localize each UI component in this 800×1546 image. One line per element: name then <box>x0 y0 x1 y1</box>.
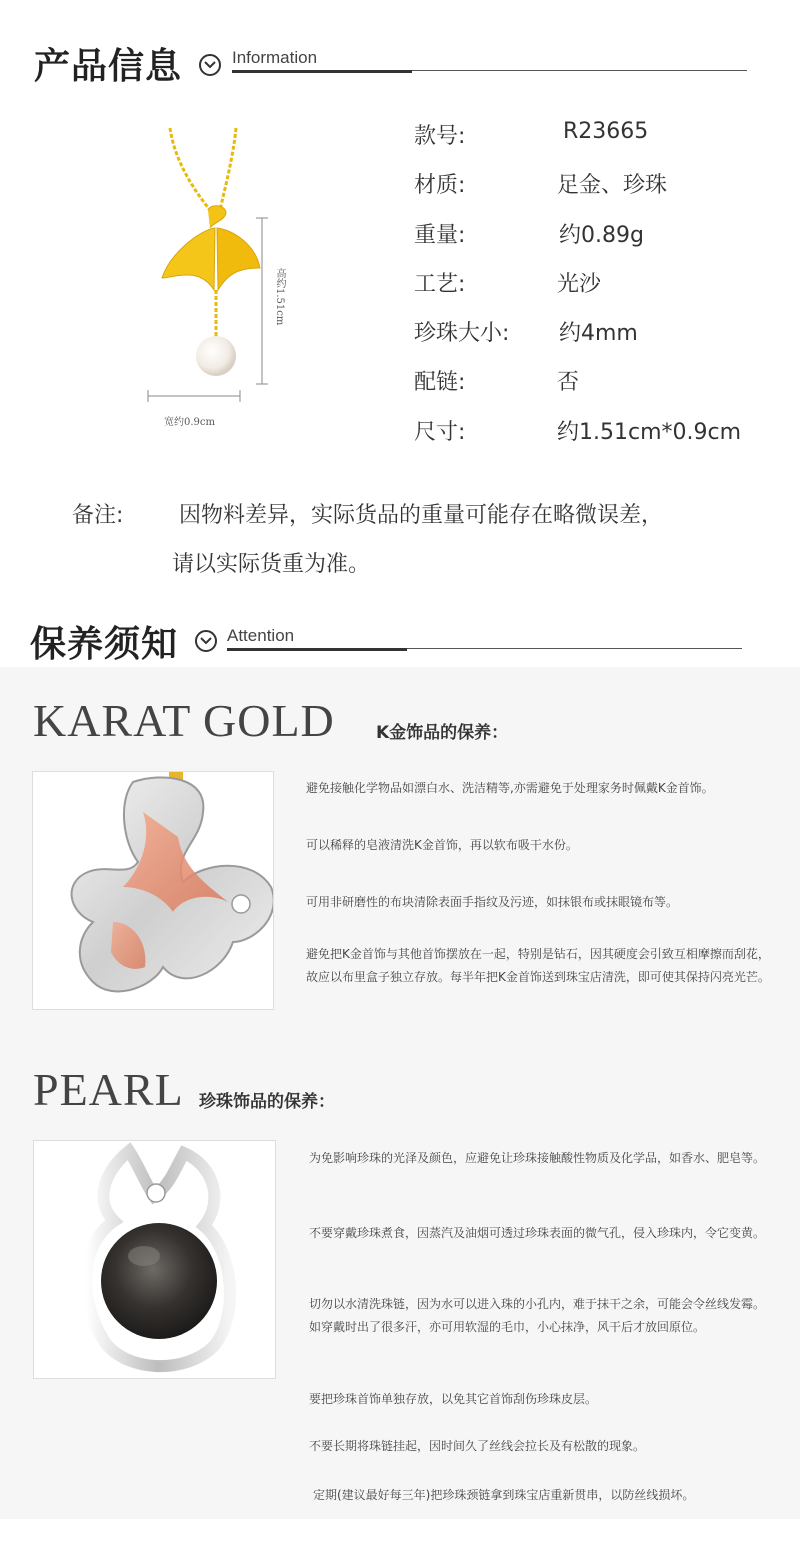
spec-value: 约0.89g <box>559 223 644 248</box>
care-section-title: 保养须知 <box>30 624 179 665</box>
pearl-care-paragraph: 为免影响珍珠的光泽及颜色，应避免让珍珠接触酸性物质及化学品，如香水、肥皂等。 <box>309 1151 766 1165</box>
care-divider-accent <box>227 648 407 651</box>
spec-value: 光沙 <box>557 272 602 297</box>
spec-label: 工艺: <box>414 272 466 297</box>
spec-label: 重量: <box>414 223 466 248</box>
pearl-care-paragraph: 不要穿戴珍珠煮食，因蒸汽及油烟可透过珍珠表面的微气孔，侵入珍珠内，令它变黄。 <box>309 1226 766 1240</box>
note-label: 备注: <box>72 503 124 528</box>
product-image <box>140 118 300 438</box>
spec-value: R23665 <box>563 119 649 144</box>
karat-gold-image <box>32 771 274 1010</box>
spec-value: 足金、珍珠 <box>557 173 668 198</box>
karat-care-paragraph: 避免接触化学物品如漂白水、洗洁精等,亦需避免于处理家务时佩戴K金首饰。 <box>306 781 714 795</box>
chevron-down-icon <box>195 630 217 652</box>
karat-care-paragraph: 避免把K金首饰与其他首饰摆放在一起，特别是钻石，因其硬度会引致互相摩擦而刮花，故应以布里盒子独立存放。每半年把K金首饰送到珠宝店清洗，即可使其保持闪亮光芒。 <box>306 947 770 984</box>
spec-value: 否 <box>557 370 580 395</box>
pearl-image <box>33 1140 276 1379</box>
spec-value: 约4mm <box>559 321 638 346</box>
spec-label: 配链: <box>414 370 466 395</box>
karat-care-paragraph: 可以稀释的皂液清洗K金首饰，再以软布吸干水份。 <box>306 838 578 852</box>
karat-title-cn: K金饰品的保养： <box>376 723 509 743</box>
note-line-2: 请以实际货重为准。 <box>172 552 371 577</box>
note-line-1: 因物料差异，实际货品的重量可能存在略微误差， <box>179 503 664 528</box>
pearl-care-paragraph: 要把珍珠首饰单独存放，以免其它首饰刮伤珍珠皮层。 <box>309 1392 598 1406</box>
pearl-care-paragraph: 切勿以水清洗珠链，因为水可以进入珠的小孔内，难于抹干之余，可能会令丝线发霉。如穿戴时出了很多汗，亦可用软湿的毛巾，小心抹净，风干后才放回原位。 <box>309 1297 766 1334</box>
spec-label: 尺寸: <box>414 420 466 445</box>
spec-value: 约1.51cm*0.9cm <box>557 420 742 445</box>
info-section-title: 产品信息 <box>34 46 183 87</box>
spec-label: 珍珠大小: <box>414 321 510 346</box>
spec-label: 材质: <box>414 173 466 198</box>
height-label: 高约1.51cm <box>274 268 285 326</box>
care-section-subtitle: Attention <box>227 626 295 645</box>
pearl-title-cn: 珍珠饰品的保养： <box>199 1092 335 1112</box>
karat-care-paragraph: 可用非研磨性的布块清除表面手指纹及污迹，如抹银布或抹眼镜布等。 <box>306 895 679 909</box>
karat-title-en: KARAT GOLD <box>33 695 335 746</box>
width-label: 宽约0.9cm <box>164 417 215 428</box>
info-section-subtitle: Information <box>232 48 318 67</box>
chevron-down-icon <box>199 54 221 76</box>
info-divider-accent <box>232 70 412 73</box>
pearl-care-paragraph: 不要长期将珠链挂起，因时间久了丝线会拉长及有松散的现象。 <box>309 1439 646 1453</box>
pearl-title-en: PEARL <box>33 1064 184 1115</box>
spec-label: 款号: <box>414 124 466 149</box>
pearl-care-paragraph: 定期(建议最好每三年)把珍珠颈链拿到珠宝店重新贯串，以防丝线损坏。 <box>313 1488 695 1502</box>
